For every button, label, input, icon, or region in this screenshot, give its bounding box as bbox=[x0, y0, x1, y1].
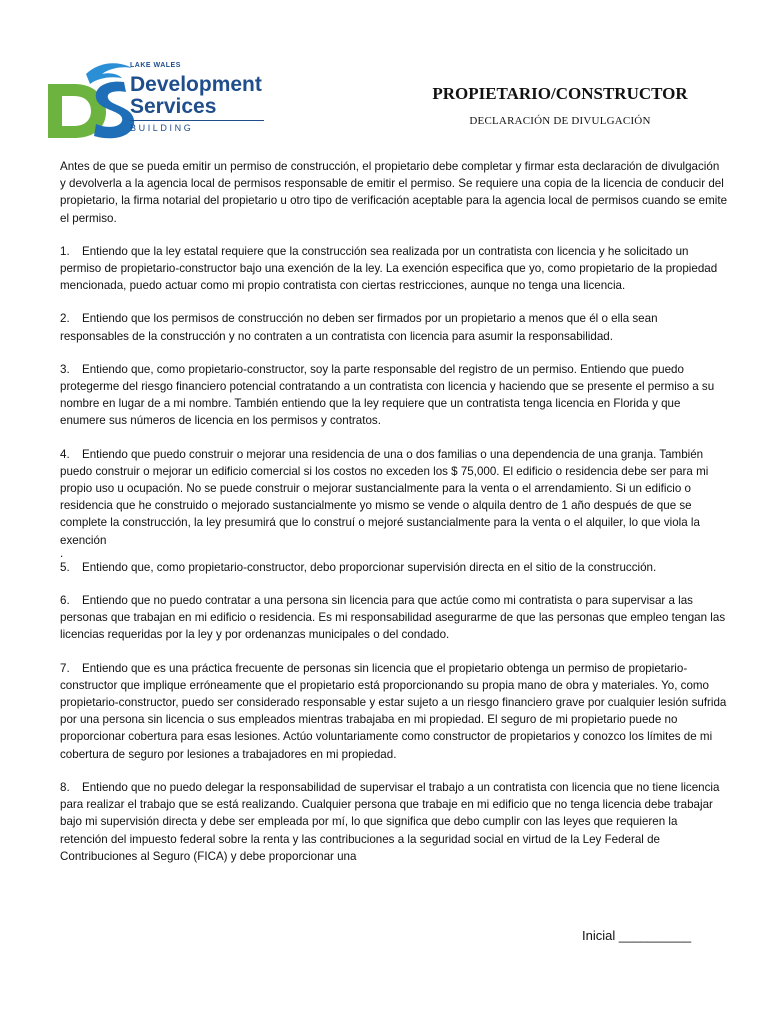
document-title: PROPIETARIO/CONSTRUCTOR bbox=[432, 84, 688, 103]
item-text: Entiendo que no puedo delegar la responsabilidad de supervisar el trabajo a un contratista con licencia que no tiene licencia para realizar el trabajo que se está realizando. Cualquier persona que trabaje en mi edificio que no tenga licencia debe trabajar bajo mi supervisión directa y debe ser empleada por mí, lo que significa que debo cumplir con las leyes que requieren la retención del impuesto federal sobre la renta y las contribuciones a la seguridad social en virtud de la Ley Federal de Contribuciones al Seguro (FICA) y debe proporcionar una bbox=[60, 780, 720, 863]
item-text: Entiendo que es una práctica frecuente de personas sin licencia que el propietario obtenga un permiso de propietario- constructor que implique erróneamente que el propietario está proporcionando su propia mano de obra y materiales. Yo, como propietario-constructor, puedo ser considerado responsable y estar sujeto a un riesgo financiero grave por cualquier lesión sufrida por una persona sin licencia o sus empleados mientras trabajaba en mi propiedad. El seguro de mi propietario puede no proporcionar cobertura para esas lesiones. Actúo voluntariamente como constructor de propietarios y conozco los límites de mi cobertura de seguro por lesiones a trabajadores en mi propiedad. bbox=[60, 661, 727, 761]
item-text: Entiendo que la ley estatal requiere que la construcción sea realizada por un contratista con licencia y he solicitado un permiso de propietario-constructor bajo una exención de la ley. La exención especifica que yo, como propietario de la propiedad mencionada, puedo actuar como mi propio contratista con ciertas restricciones, aunque no tenga una licencia. bbox=[60, 244, 718, 293]
item-text: Entiendo que no puedo contratar a una persona sin licencia para que actúe como mi contratista o para supervisar a las personas que trabajan en mi edificio o residencia. Es mi responsabilidad asegurarme de que las personas que empleo tengan las licencias requeridas por la ley y por ordenanzas municipales o del condado. bbox=[60, 594, 726, 642]
list-item bbox=[60, 592, 728, 644]
item-number: 8. bbox=[60, 780, 70, 794]
list-item bbox=[60, 559, 728, 576]
item-number: 3. bbox=[60, 362, 70, 376]
initial-field[interactable]: Inicial __________ bbox=[582, 928, 692, 943]
item-number: 4. bbox=[60, 447, 70, 461]
intro-paragraph: Antes de que se pueda emitir un permiso de construcción, el propietario debe completar y firmar esta declaración de divulgación y devolverla a la agencia local de permisos responsable de emitir el permiso. Se requiere una copia de la licencia de conducir del propietario, la firma notarial del propietario u otro tipo de verificación aceptable para la agencia local de permisos cuando se emite el permiso. bbox=[60, 160, 728, 225]
item-text: Entiendo que, como propietario-constructor, soy la parte responsable del registro de un permiso. Entiendo que puedo protegerme del riesgo financiero potencial contratando a un contratista con licencia y haciendo que se presente el permiso a su nombre en lugar de a mi nombre. También entiendo que la ley requiere que un contratista tenga licencia en Florida y que enumere sus números de licencia en los permisos y contratos. bbox=[60, 362, 715, 428]
logo-services: Services bbox=[130, 95, 217, 118]
document-subtitle: DECLARACIÓN DE DIVULGACIÓN bbox=[469, 115, 651, 127]
logo-development: Development bbox=[130, 73, 262, 96]
logo-divider bbox=[130, 120, 264, 121]
item-text: Entiendo que puedo construir o mejorar una residencia de una o dos familias o una dependencia de una granja. También puedo construir o mejorar un edificio comercial si los costos no exceden los $ 75,000. El edificio o residencia debe ser para mi propio uso u ocupación. No se puede construir o mejorar sustancialmente para la venta o el arrendamiento. Si un edificio o residencia que he construido o mejorado sustancialmente yo mismo se vende o alquila dentro de 1 año después de que se complete la construcción, la ley presumirá que lo construí o mejoré sustancialmente para la venta o el alquiler, lo que viola la exención bbox=[60, 447, 709, 547]
list-item bbox=[60, 243, 728, 295]
logo-building: BUILDING bbox=[130, 123, 194, 133]
list-item bbox=[60, 446, 728, 549]
document-body bbox=[60, 158, 728, 881]
item-number: 5. bbox=[60, 560, 70, 574]
list-item bbox=[60, 779, 728, 865]
list-item bbox=[60, 660, 728, 763]
item-number: 2. bbox=[60, 312, 70, 326]
item-text: Entiendo que los permisos de construcción no deben ser firmados por un propietario a menos que él o ella sean responsables de la construcción y no contraten a un contratista con licencia para asumir la responsabilidad. bbox=[60, 312, 658, 343]
item-number: 6. bbox=[60, 594, 70, 608]
item-number: 7. bbox=[60, 661, 70, 675]
item-number: 1. bbox=[60, 244, 70, 258]
logo-lake-wales: LAKE WALES bbox=[130, 62, 181, 69]
stray-dot: . bbox=[60, 546, 64, 560]
list-item bbox=[60, 310, 728, 344]
logo-bird-shape bbox=[86, 63, 132, 84]
item-text: Entiendo que, como propietario-constructor, debo proporcionar supervisión directa en el sitio de la construcción. bbox=[82, 560, 657, 574]
list-item bbox=[60, 361, 728, 430]
